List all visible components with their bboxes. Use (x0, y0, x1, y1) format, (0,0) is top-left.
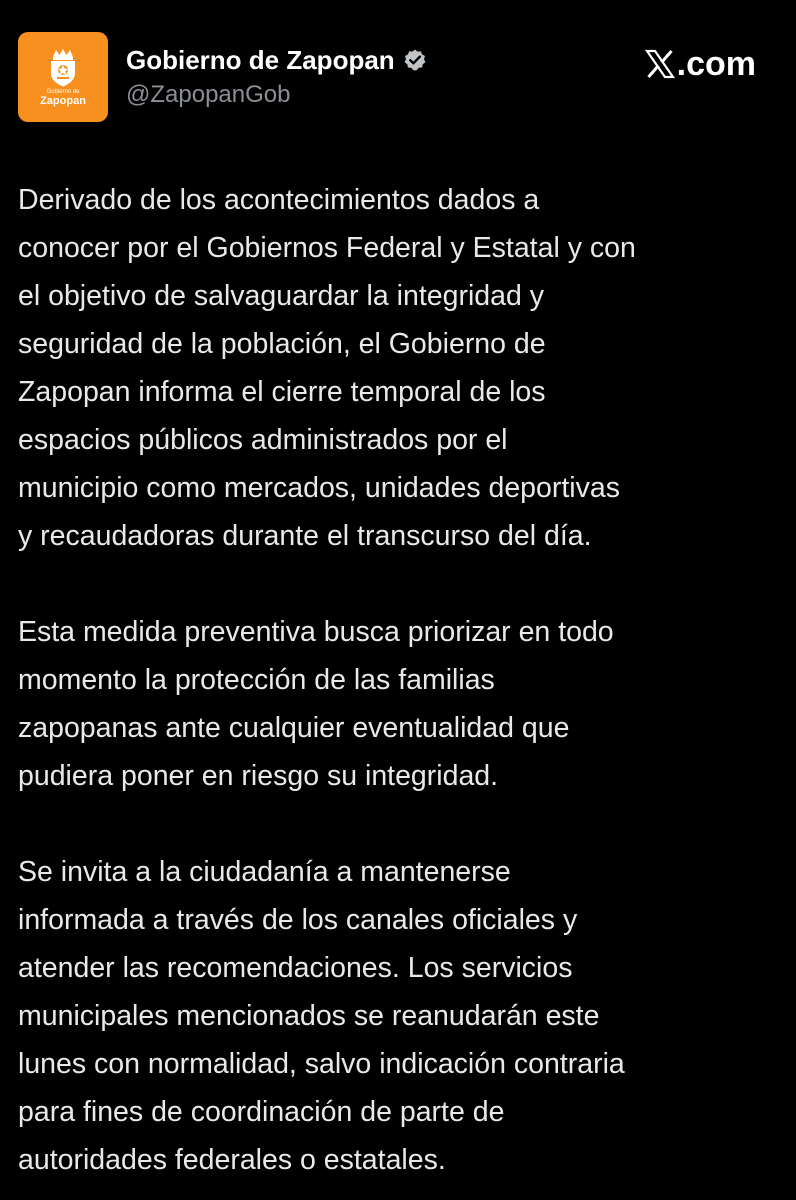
text-line: el objetivo de salvaguardar la integridad y (18, 280, 544, 312)
avatar-caption: Zapopan (40, 94, 86, 107)
text-line: para fines de coordinación de parte de (18, 1096, 505, 1128)
account-info (126, 44, 427, 110)
text-line: autoridades federales o estatales. (18, 1144, 446, 1176)
coat-of-arms-icon (46, 48, 80, 88)
tweet-paragraph-2 (18, 608, 780, 800)
text-line: Zapopan informa el cierre temporal de los (18, 376, 546, 408)
text-line: seguridad de la población, el Gobierno de (18, 328, 546, 360)
brand-watermark (645, 44, 756, 84)
text-line: Esta medida preventiva busca priorizar en todo (18, 616, 614, 648)
brand-text: .com (676, 45, 756, 83)
text-line: lunes con normalidad, salvo indicación contraria (18, 1048, 625, 1080)
tweet-text (18, 176, 780, 1184)
text-line: Derivado de los acontecimientos dados a (18, 184, 540, 216)
text-line: Se invita a la ciudadanía a mantenerse (18, 856, 511, 888)
x-logo-icon (645, 49, 675, 79)
text-line: conocer por el Gobiernos Federal y Estatal y con (18, 232, 636, 264)
account-handle[interactable]: @ZapopanGob (126, 81, 291, 108)
name-row (126, 44, 427, 76)
text-line: y recaudadoras durante el transcurso del día. (18, 520, 592, 552)
text-line: zapopanas ante cualquier eventualidad que (18, 712, 570, 744)
tweet-paragraph-3 (18, 848, 780, 1184)
display-name[interactable]: Gobierno de Zapopan (126, 45, 395, 75)
avatar[interactable] (18, 32, 108, 122)
text-line: municipio como mercados, unidades deportivas (18, 472, 620, 504)
text-line: espacios públicos administrados por el (18, 424, 508, 456)
text-line: atender las recomendaciones. Los servicios (18, 952, 573, 984)
tweet-paragraph-1 (18, 176, 780, 560)
text-line: momento la protección de las familias (18, 664, 495, 696)
text-line: pudiera poner en riesgo su integridad. (18, 760, 499, 792)
verified-badge-icon (403, 48, 427, 72)
text-line: informada a través de los canales oficiales y (18, 904, 578, 936)
text-line: municipales mencionados se reanudarán este (18, 1000, 600, 1032)
tweet-header (18, 32, 778, 124)
avatar-caption-small: Gobierno de (46, 88, 80, 95)
